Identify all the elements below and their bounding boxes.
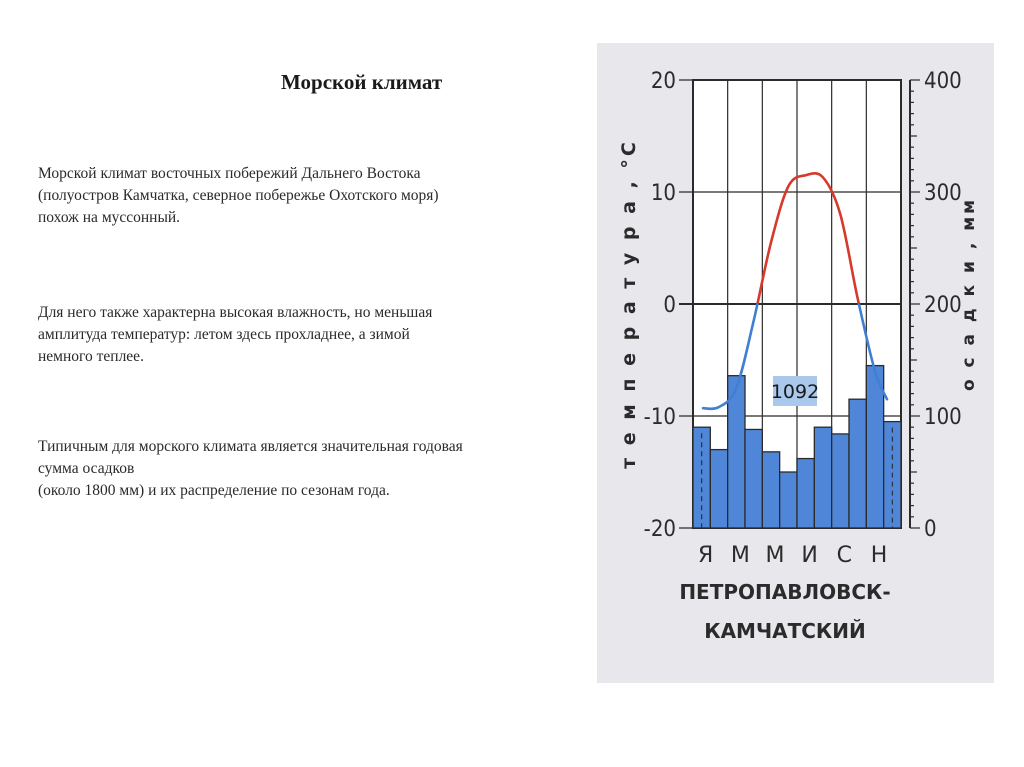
climate-chart: [597, 43, 994, 683]
month-label: М: [730, 543, 750, 568]
precip-bar: [762, 452, 779, 528]
precip-tick-label: 400: [924, 69, 962, 94]
precip-bar: [849, 399, 866, 528]
station-name-line: КАМЧАТСКИЙ: [704, 619, 866, 643]
temp-tick-label: 10: [650, 181, 676, 206]
paragraph-intro: Морской климат восточных побережий Дальнего Востока (полуостров Камчатка, северное побережье Охотского моря) похож на муссонный.: [38, 165, 439, 226]
month-label: И: [801, 543, 818, 568]
month-label: М: [765, 543, 785, 568]
station-name-line: ПЕТРОПАВЛОВСК-: [679, 580, 891, 604]
precip-tick-label: 100: [924, 405, 962, 430]
temp-tick-label: -20: [643, 517, 676, 542]
precip-bar: [780, 472, 797, 528]
precip-tick-label: 300: [924, 181, 962, 206]
precip-bar: [710, 450, 727, 528]
precip-bar: [797, 459, 814, 528]
temperature-axis-title: т е м п е р а т у р а , °C: [618, 139, 640, 469]
month-label: Я: [698, 543, 714, 568]
temp-tick-label: 0: [663, 293, 676, 318]
precip-tick-label: 200: [924, 293, 962, 318]
precipitation-axis-title: о с а д к и , мм: [959, 196, 979, 392]
temp-tick-label: 20: [650, 69, 676, 94]
slide-title: Морской климат: [281, 70, 443, 94]
precip-bar: [745, 429, 762, 528]
month-label: С: [836, 543, 853, 568]
annual-precip-label: 1092: [770, 381, 820, 403]
precip-bar: [832, 434, 849, 528]
month-label: Н: [870, 543, 888, 568]
precip-bar: [814, 427, 831, 528]
precip-tick-label: 0: [924, 517, 937, 542]
paragraph-precipitation: Типичным для морского климата является значительная годовая сумма осадков (около 1800 мм) и их распределение по сезонам года.: [38, 438, 463, 499]
temp-tick-label: -10: [643, 405, 676, 430]
paragraph-humidity: Для него также характерна высокая влажность, но меньшая амплитуда температур: летом здесь прохладнее, а зимой немного теплее.: [38, 304, 433, 365]
climate-figure: [597, 43, 994, 683]
